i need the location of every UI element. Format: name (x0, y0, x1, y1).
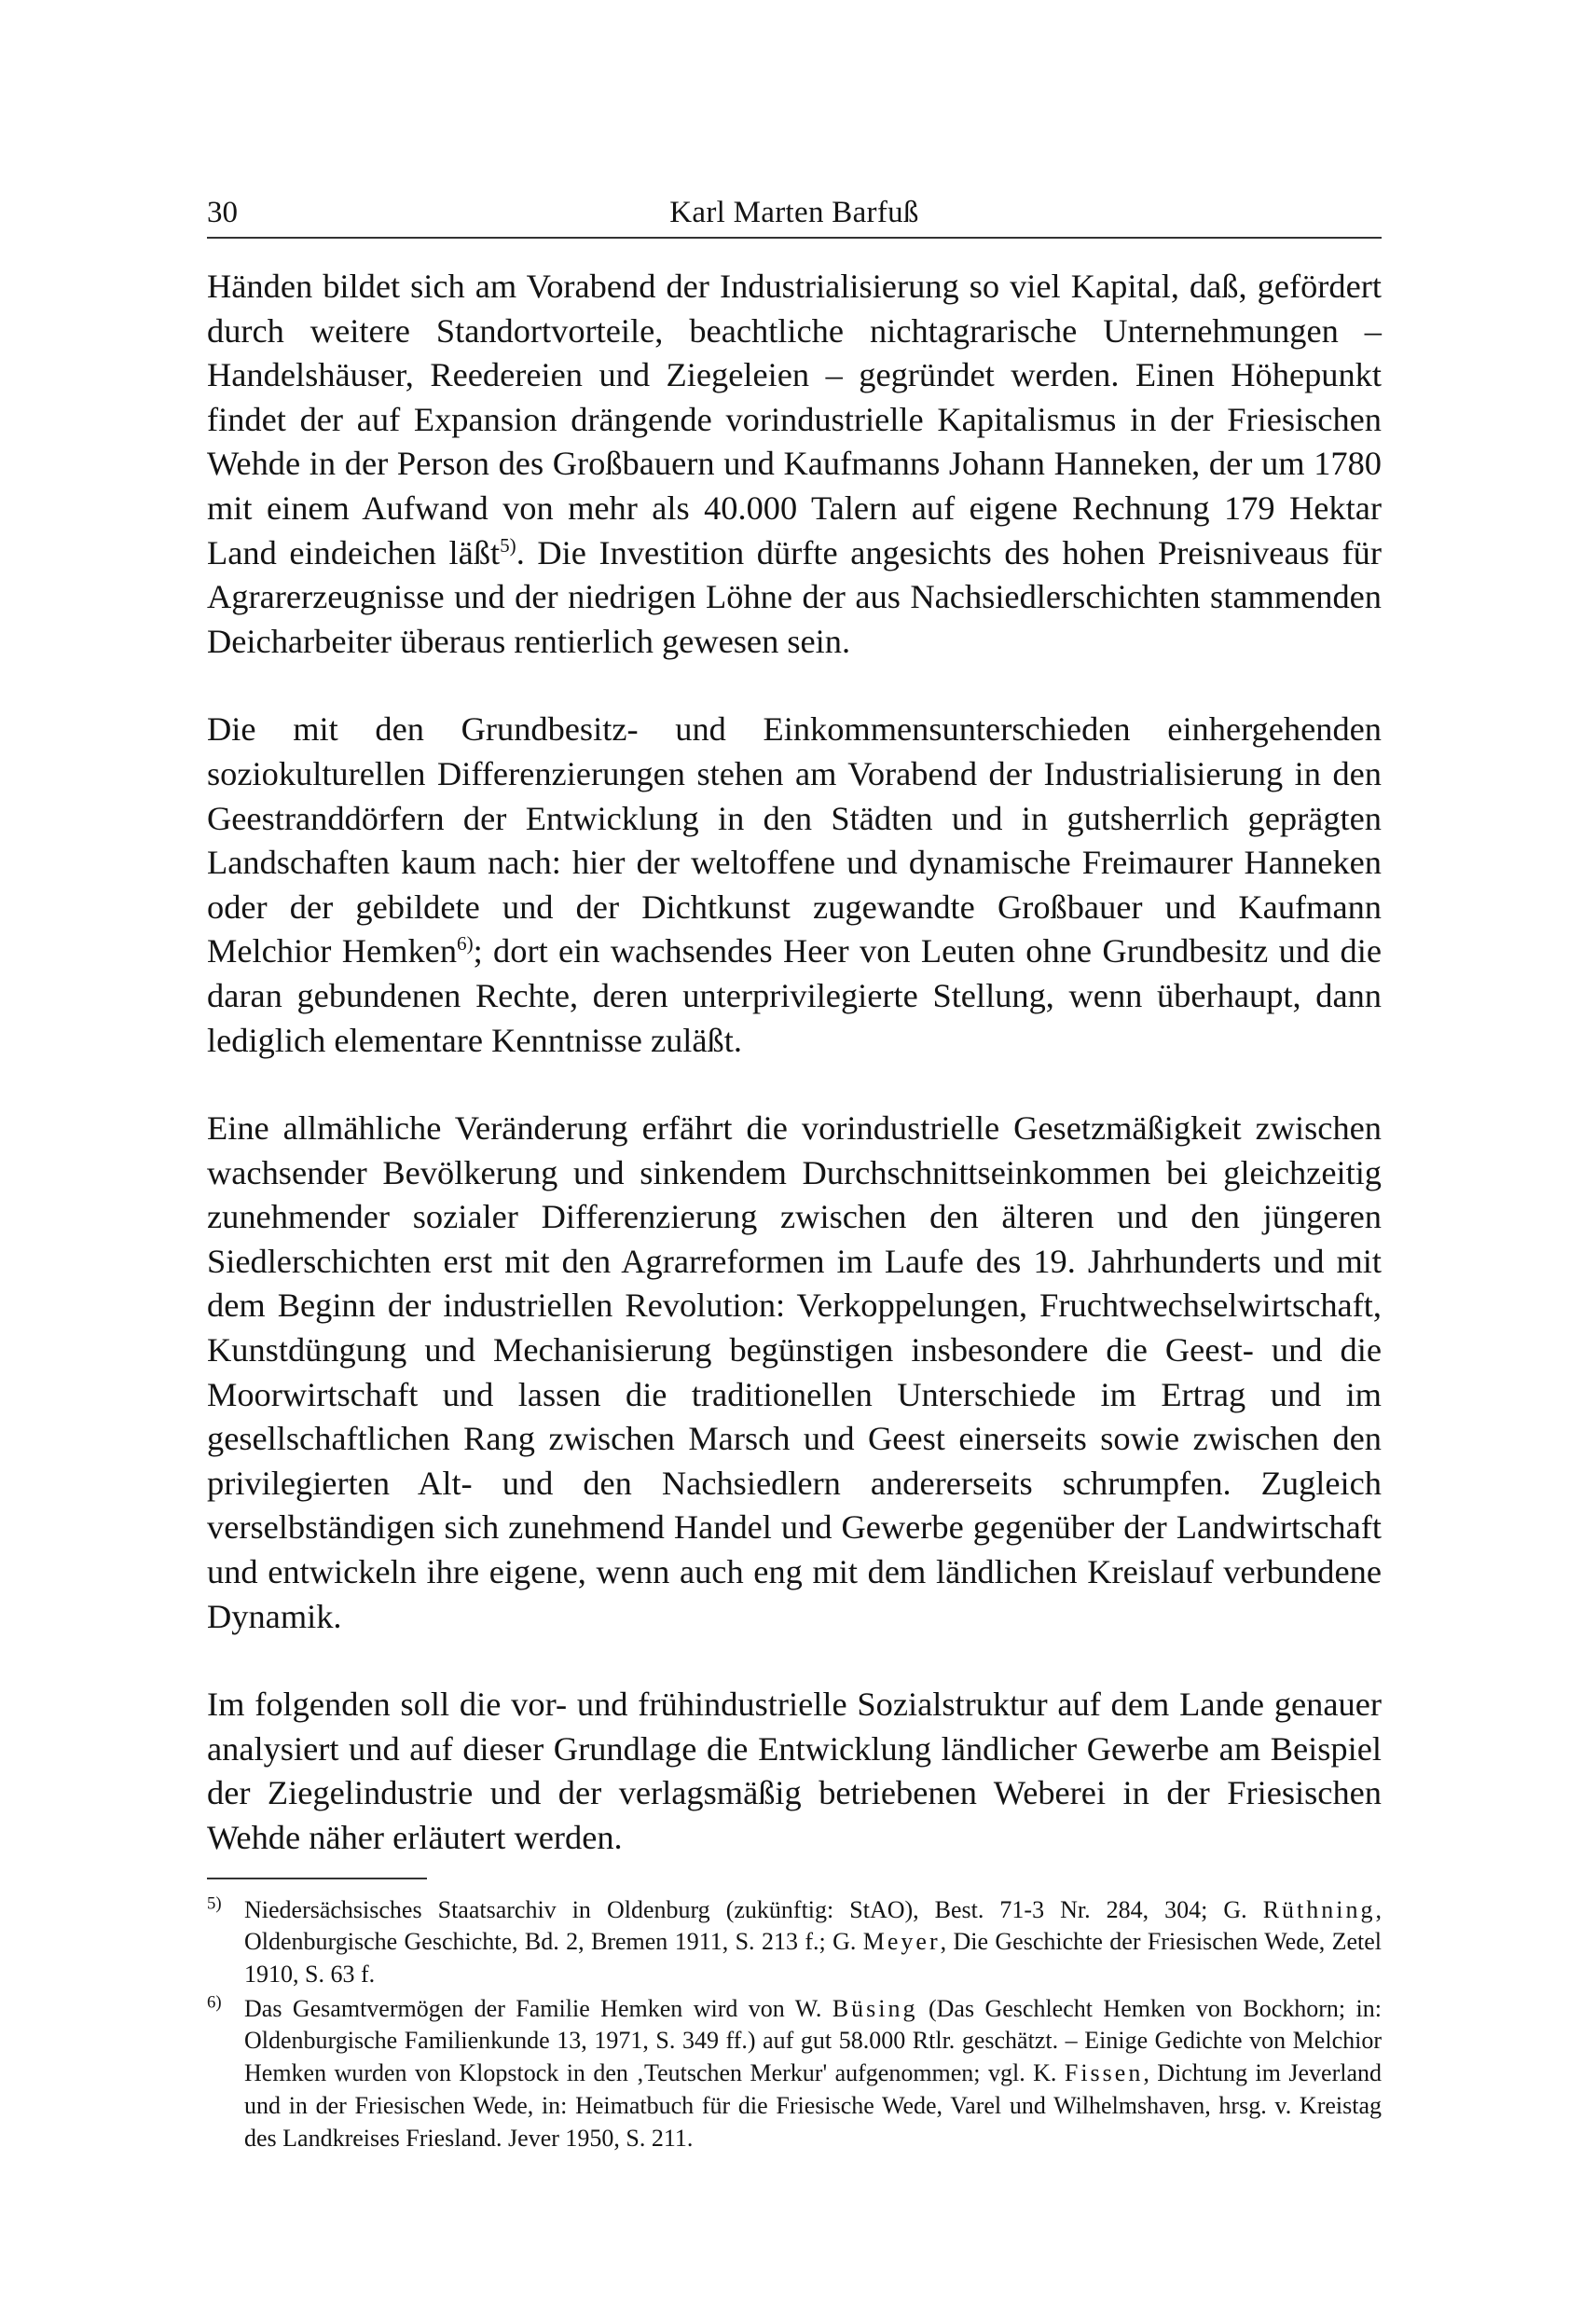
footnote-6-author-1: Büsing (832, 1994, 918, 2022)
paragraph-1-text-a: Händen bildet sich am Vorabend der Industrialisierung so viel Kapital, daß, gefördert durch weitere Standortvorteile, beachtliche nichtagrarische Unternehmungen – Handelshäuser, Reedereien und Ziegeleien – gegründet werden. Einen Höhepunkt findet der auf Expansion drängende vorindustrielle Kapitalismus in der Friesischen Wehde in der Person des Großbauern und Kaufmanns Johann Hanneken, der um 1780 mit einem Aufwand von mehr als 40.000 Talern auf eigene Rechnung 179 Hektar Land eindeichen läßt (207, 268, 1382, 571)
running-title: Karl Marten Barfuß (669, 196, 919, 229)
footnote-ref-5: 5) (500, 533, 516, 557)
paragraph-2-text-b: ; dort ein wachsendes Heer von Leuten ohne Grundbesitz und die daran gebundenen Rechte, deren unterprivilegierte Stellung, wenn überhaupt, dann lediglich elementare Kenntnisse zuläßt. (207, 932, 1382, 1059)
footnotes (207, 1894, 1382, 2155)
footnote-6-text-c: , Dichtung im Jeverland und in der Friesischen Wede, in: Heimatbuch für die Friesische Wede, Varel und Wilhelmshaven, hrsg. v. Kreistag des Landkreises Friesland. Jever 1950, S. 211. (244, 2059, 1383, 2152)
paragraph-1-text-b: . Die Investition dürfte angesichts des hohen Preisniveaus für Agrarerzeugnisse und der niedrigen Löhne der aus Nachsiedlerschichten stammenden Deicharbeiter überaus rentierlich gewesen sein. (207, 533, 1382, 660)
paragraph-3: Eine allmähliche Veränderung erfährt die vorindustrielle Gesetzmäßigkeit zwischen wachsender Bevölkerung und sinkendem Durchschnittseinkommen bei gleichzeitig zunehmender sozialer Differenzierung zwischen den älteren und den jüngeren Siedlerschichten erst mit den Agrarreformen im Laufe des 19. Jahrhunderts und mit dem Beginn der industriellen Revolution: Verkoppelungen, Fruchtwechselwirtschaft, Kunstdüngung und Mechanisierung begünstigen insbesondere die Geest- und die Moorwirtschaft und lassen die traditionellen Unterschiede im Ertrag und im gesellschaftlichen Rang zwischen Marsch und Geest einerseits sowie zwischen den privilegierten Alt- und den Nachsiedlern andererseits schrumpfen. Zugleich verselbständigen sich zunehmend Handel und Gewerbe gegenüber der Landwirtschaft und entwickeln ihre eigene, wenn auch eng mit dem ländlichen Kreislauf verbundene Dynamik. (207, 1109, 1382, 1635)
footnote-6-marker (207, 1993, 222, 2026)
footnote-6-author-2: Fissen (1064, 2059, 1144, 2087)
footnote-6-number: 6) (207, 1992, 222, 2013)
footnote-5-text-b: , Oldenburgische Geschichte, Bd. 2, Bremen 1911, S. 213 f.; G. (244, 1895, 1383, 1956)
footnote-5-author-2: Meyer (862, 1928, 941, 1956)
footnote-5-number: 5) (207, 1892, 222, 1913)
paragraph-4: Im folgenden soll die vor- und frühindustrielle Sozialstruktur auf dem Lande genauer analysiert und auf dieser Grundlage die Entwicklung ländlicher Gewerbe am Beispiel der Ziegelindustrie und der verlagsmäßig betriebenen Weberei in der Friesischen Wehde näher erläutert werden. (207, 1686, 1382, 1856)
paragraph-2 (207, 708, 1382, 1063)
footnote-6-text-b: (Das Geschlecht Hemken von Bockhorn; in: Oldenburgische Familienkunde 13, 1971, S. 349 ff.) auf gut 58.000 Rtlr. geschätzt. – Einige Gedichte von Melchior Hemken wurden von Klopstock in den ‚Teutschen Merkur' aufgenommen; vgl. K. (244, 1994, 1383, 2087)
body-text (207, 265, 1382, 1861)
paragraph-1 (207, 265, 1382, 664)
footnote-5-text-c: , Die Geschichte der Friesischen Wede, Zetel 1910, S. 63 f. (244, 1928, 1383, 1988)
footnote-5-text-a: Niedersächsisches Staatsarchiv in Oldenburg (zukünftig: StAO), Best. 71-3 Nr. 284, 304; G. (244, 1895, 1247, 1923)
footnote-5-marker (207, 1894, 222, 1927)
footnote-5-author-1: Rüthning (1262, 1895, 1376, 1923)
footnote-6 (207, 1993, 1382, 2155)
book-page (207, 188, 1382, 2156)
paragraph-2-text-a: Die mit den Grundbesitz- und Einkommensunterschieden einhergehenden soziokulturellen Differenzierungen stehen am Vorabend der Industrialisierung in den Geestranddörfern der Entwicklung in den Städten und in gutsherrlich geprägten Landschaften kaum nach: hier der weltoffene und dynamische Freimaurer Hanneken oder der gebildete und der Dichtkunst zugewandte Großbauer und Kaufmann Melchior Hemken (207, 710, 1382, 970)
footnote-rule (207, 1878, 427, 1879)
running-head (207, 188, 1382, 237)
footnote-ref-6: 6) (457, 932, 474, 956)
page-number: 30 (207, 196, 238, 229)
footnote-5 (207, 1894, 1382, 1991)
footnote-6-text-a: Das Gesamtvermögen der Familie Hemken wird von W. (244, 1994, 822, 2022)
header-rule (207, 237, 1382, 239)
